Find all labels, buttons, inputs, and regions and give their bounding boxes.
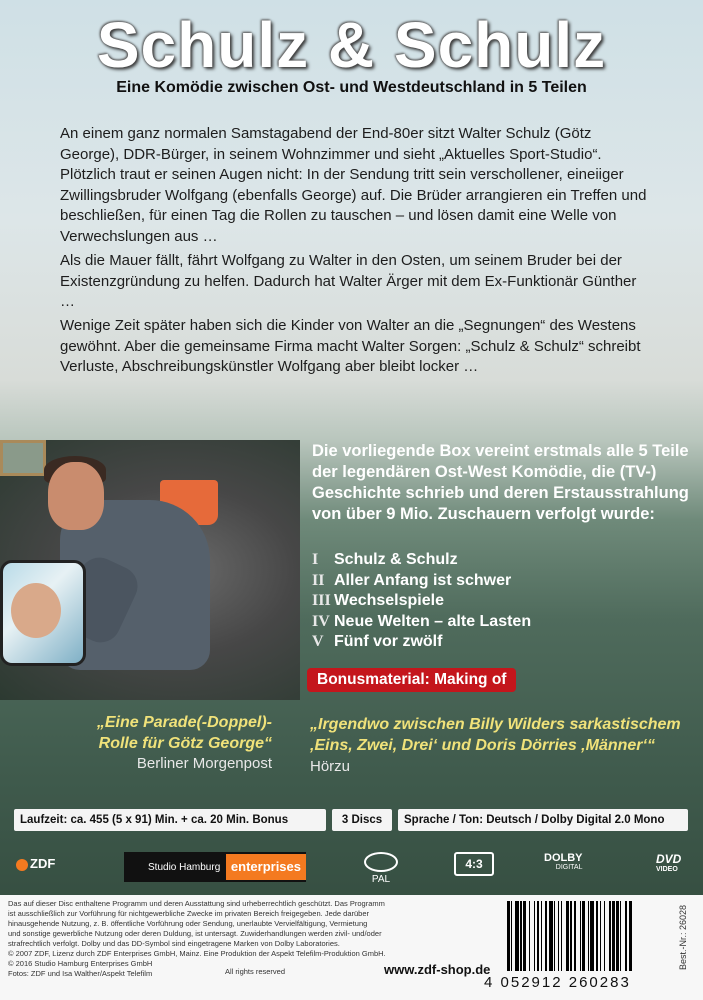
press-quote-1-source: Berliner Morgenpost [136, 755, 272, 772]
episode-number: V [312, 633, 324, 650]
press-quote-2 [310, 714, 690, 777]
synopsis-paragraph-1: An einem ganz normalen Samstagabend der End-80er sitzt Walter Schulz (Götz George), DDR-Bürger, in seinem Wohnzimmer und sieht „Aktuelles Sport-Studio“. Plötzlich traut er seinen Augen nicht: In der Sendung tritt sein verschollener, eineiiger Zwillingsbruder Wolfgang (ebenfalls George) auf. Die Brüder arrangieren ein Treffen und beschließen, für einen Tag die Rollen zu tauschen – und lösen damit eine Welle von Verwechslungen aus … [60, 125, 647, 245]
discs-info: 3 Discs [332, 809, 392, 831]
barcode-number: 4 052912 260283 [484, 974, 631, 991]
language-info: Sprache / Ton: Deutsch / Dolby Digital 2.0 Mono [398, 809, 688, 831]
episode-number: III [312, 592, 331, 609]
episode-number: IV [312, 612, 330, 630]
studio-hamburg-text: Studio Hamburg [148, 861, 221, 873]
episode-title: Schulz & Schulz [334, 551, 458, 568]
dolby-text: DOLBY [544, 852, 583, 864]
legal-line: hinausgehende Nutzung, z. B. öffentliche Vorführung oder Sendung, unerlaubte Vervielfältigung, Vermietung [8, 919, 368, 928]
episode-title: Neue Welten – alte Lasten [334, 612, 532, 630]
legal-footer [0, 895, 703, 1000]
studio-hamburg-logo [124, 852, 306, 882]
legal-line: ist ausschließlich zur Vorführung für nichtgewerbliche Zwecke im privaten Bereich freigegeben. Jede darüber [8, 909, 370, 918]
legal-line: © 2016 Studio Hamburg Enterprises GmbH [8, 959, 153, 968]
barcode-bars [507, 901, 671, 971]
pal-logo [364, 852, 398, 885]
dvd-sub-text: VIDEO [656, 866, 678, 873]
synopsis-paragraph-3: Wenige Zeit später haben sich die Kinder von Walter an die „Segnungen“ des Westens gewöhnt. Aber die gemeinsame Firma macht Walter Sorgen: „Schulz & Schulz“ schreibt Verluste, Abschreibungskünstler Wolfgang aber bleibt locker … [60, 317, 641, 375]
episode-title: Aller Anfang ist schwer [334, 571, 512, 589]
television-set [0, 560, 86, 666]
tv-screen-face [11, 583, 61, 638]
enterprises-text: enterprises [226, 854, 306, 880]
episode-list [312, 551, 531, 654]
episode-item [312, 572, 531, 593]
dvd-text: DVD [656, 852, 682, 866]
barcode [507, 901, 671, 976]
tech-info-bar [14, 809, 688, 831]
pal-text: PAL [371, 874, 391, 885]
episode-number: II [312, 571, 325, 589]
legal-line: Das auf dieser Disc enthaltene Programm und deren Ausstattung sind urheberrechtlich geschützt. Das Programm [8, 899, 385, 908]
episode-item [312, 592, 531, 613]
cover-title: Schulz & Schulz [96, 9, 607, 81]
logo-strip [0, 840, 703, 895]
episode-title: Fünf vor zwölf [334, 633, 443, 650]
episode-item [312, 633, 531, 654]
dolby-sub-text: DIGITAL [555, 864, 583, 871]
episode-title: Wechselspiele [334, 592, 444, 609]
wall-picture-frame [0, 440, 46, 476]
legal-line: Fotos: ZDF und Isa Walther/Aspekt Telefilm [8, 969, 153, 978]
actor-head [48, 462, 104, 530]
legal-line: © 2007 ZDF, Lizenz durch ZDF Enterprises GmbH, Mainz. Eine Produktion der Aspekt Telefilm-Produktion GmbH. [8, 949, 386, 958]
region-disc-icon [364, 852, 398, 872]
press-quote-2-text: „Irgendwo zwischen Billy Wilders sarkastischem ‚Eins, Zwei, Drei‘ und Doris Dörries ‚Männer‘“ [310, 716, 681, 754]
zdf-dot-icon [16, 859, 28, 871]
zdf-logo-text: ZDF [30, 856, 56, 871]
press-quote-1: „Eine Parade(-Doppel)-Rolle für Götz George“ [96, 714, 272, 752]
episode-number: I [312, 551, 319, 568]
order-number: Best.-Nr.: 26028 [678, 905, 688, 971]
zdf-logo [16, 856, 55, 871]
shop-url: www.zdf-shop.de [384, 962, 491, 977]
dolby-logo [544, 852, 583, 871]
box-description: Die vorliegende Box vereint erstmals alle 5 Teile der legendären Ost-West Komödie, die (TV-) Geschichte schrieb und deren Erstausstrahlung von über 9 Mio. Zuschauern verfolgt wurde: [312, 442, 689, 523]
dvd-video-logo [656, 852, 681, 873]
rights-reserved: All rights reserved [225, 967, 286, 976]
episode-item [312, 551, 531, 572]
barcode-stripe [632, 901, 633, 971]
press-quote-2-source: Hörzu [310, 758, 351, 775]
aspect-ratio-badge: 4:3 [454, 852, 494, 876]
episode-item [312, 613, 531, 634]
synopsis-paragraph-2: Als die Mauer fällt, fährt Wolfgang zu Walter in den Osten, um seinem Bruder bei der Existenzgründung zu helfen. Dadurch hat Walter Ärger mit dem Ex-Funktionär Günther … [60, 252, 637, 310]
legal-line: strafrechtlich verfolgt. Dolby und das DD-Symbol sind eingetragene Marken von Dolby Laboratories. [8, 939, 340, 948]
cover-subtitle: Eine Komödie zwischen Ost- und Westdeutschland in 5 Teilen [116, 79, 587, 96]
runtime-info: Laufzeit: ca. 455 (5 x 91) Min. + ca. 20 Min. Bonus [14, 809, 326, 831]
legal-line: und sonstige gewerbliche Nutzung oder deren Duldung, ist untersagt. Zuwiderhandlungen werden zivil- und/oder [8, 929, 382, 938]
bonus-badge: Bonusmaterial: Making of [307, 668, 516, 692]
